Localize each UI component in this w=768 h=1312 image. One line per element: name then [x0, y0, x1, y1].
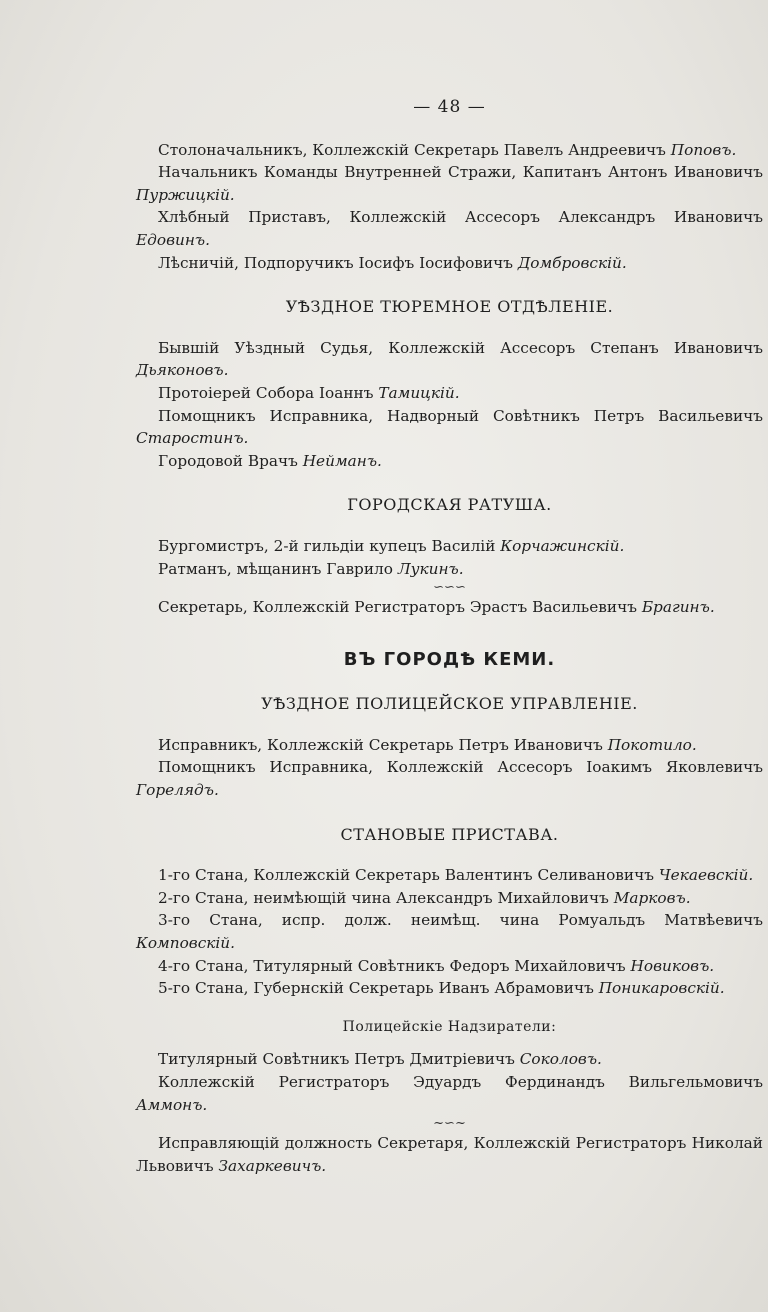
list-item — [136, 756, 763, 801]
page-number: — 48 — — [413, 97, 486, 117]
person-name: Дьяконовъ. — [136, 361, 229, 380]
list-item — [136, 596, 763, 619]
list-item — [136, 1048, 763, 1071]
section-heading: УѢЗДНОЕ ПОЛИЦЕЙСКОЕ УПРАВЛЕНІЕ. — [261, 694, 638, 714]
list-item — [136, 252, 763, 275]
person-name: Поповъ. — [670, 140, 737, 159]
entry-text: Лѣсничій, Подпоручикъ Іосифъ Іосифовичъ — [158, 253, 518, 272]
list-item — [136, 139, 763, 162]
list-item — [136, 734, 763, 757]
person-name: Аммонъ. — [136, 1095, 208, 1114]
list-item — [136, 1132, 763, 1177]
person-name: Поникаровскій. — [598, 979, 725, 998]
list-item — [136, 206, 763, 251]
entry-text: Начальникъ Команды Внутренней Стражи, Капитанъ Антонъ Ивановичъ — [158, 163, 763, 182]
list-item — [136, 535, 763, 558]
entry-text: Исправникъ, Коллежскій Секретарь Петръ Ивановичъ — [158, 735, 608, 754]
list-item — [136, 382, 763, 405]
person-name: Покотило. — [607, 735, 697, 754]
person-name: Брагинъ. — [641, 598, 715, 617]
entry-text: 5-го Стана, Губернскій Секретарь Иванъ Абрамовичъ — [158, 979, 599, 998]
list-item — [136, 887, 763, 910]
person-name: Соколовъ. — [519, 1050, 602, 1069]
person-name: Горелядъ. — [136, 781, 219, 800]
list-item — [136, 161, 763, 206]
person-name: Старостинъ. — [136, 429, 249, 448]
page-content — [136, 96, 763, 1177]
entry-text: 1-го Стана, Коллежскій Секретарь Валентинъ Селивановичъ — [158, 866, 659, 885]
list-item — [136, 405, 763, 450]
person-name: Пуржицкій. — [136, 185, 235, 204]
entry-text: Ратманъ, мѣщанинъ Гаврило — [158, 559, 398, 578]
person-name: Домбровскій. — [517, 253, 627, 272]
entry-text: Секретарь, Коллежскій Регистраторъ Эрастъ Васильевичъ — [158, 598, 642, 617]
list-item — [136, 955, 763, 978]
person-name: Корчажинскій. — [500, 536, 625, 555]
person-name: Новиковъ. — [630, 956, 715, 975]
person-name: Лукинъ. — [397, 559, 464, 578]
person-name: Тамицкій. — [378, 383, 460, 402]
ornament-divider: ∽∽∽ — [433, 580, 466, 596]
entry-text: Протоіерей Собора Іоаннъ — [158, 383, 379, 402]
entry-text: Столоначальникъ, Коллежскій Секретарь Павелъ Андреевичъ — [158, 140, 671, 159]
section-heading: ГОРОДСКАЯ РАТУША. — [347, 495, 552, 515]
city-heading: ВЪ ГОРОДѢ КЕМИ. — [343, 648, 556, 670]
list-item — [136, 977, 763, 1000]
list-item — [136, 558, 763, 581]
list-item — [136, 909, 763, 954]
person-name: Захаркевичъ. — [218, 1156, 327, 1175]
section-heading: СТАНОВЫЕ ПРИСТАВА. — [340, 824, 559, 844]
entry-text: Бывшій Уѣздный Судья, Коллежскій Ассесоръ Степанъ Ивановичъ — [158, 338, 763, 357]
entry-text: 2-го Стана, неимѣющій чина Александръ Михайловичъ — [158, 888, 614, 907]
list-item — [136, 1071, 763, 1116]
entry-text: Исправляющій должность Секретаря, Коллежскій Регистраторъ Николай Львовичъ — [136, 1134, 763, 1175]
person-name: Комповскій. — [136, 934, 236, 953]
ornament-divider: ~∽~ — [433, 1116, 466, 1132]
entry-text: Помощникъ Исправника, Надворный Совѣтникъ Петръ Васильевичъ — [158, 406, 763, 425]
subsection-heading: Полицейскіе Надзиратели: — [342, 1018, 557, 1035]
person-name: Нейманъ. — [302, 451, 382, 470]
entry-text: Помощникъ Исправника, Коллежскій Ассесоръ Іоакимъ Яковлевичъ — [158, 758, 763, 777]
entry-text: Титулярный Совѣтникъ Петръ Дмитріевичъ — [158, 1050, 520, 1069]
entry-text: Городовой Врачъ — [158, 451, 303, 470]
person-name: Едовинъ. — [136, 230, 210, 249]
person-name: Марковъ. — [613, 888, 691, 907]
entry-text: Хлѣбный Приставъ, Коллежскій Ассесоръ Александръ Ивановичъ — [158, 208, 763, 227]
list-item — [136, 337, 763, 382]
entry-text: 4-го Стана, Титулярный Совѣтникъ Федоръ Михайловичъ — [158, 956, 631, 975]
section-heading: УѢЗДНОЕ ТЮРЕМНОЕ ОТДѢЛЕНІЕ. — [285, 297, 614, 317]
entry-text: Коллежскій Регистраторъ Эдуардъ Фердинандъ Вильгельмовичъ — [158, 1073, 763, 1091]
entry-text: Бургомистръ, 2-й гильдіи купецъ Василій — [158, 536, 501, 555]
list-item — [136, 864, 763, 887]
person-name: Чекаевскій. — [658, 866, 754, 885]
entry-text: 3-го Стана, испр. долж. неимѣщ. чина Ромуальдъ Матвѣевичъ — [158, 911, 763, 930]
list-item — [136, 450, 763, 473]
